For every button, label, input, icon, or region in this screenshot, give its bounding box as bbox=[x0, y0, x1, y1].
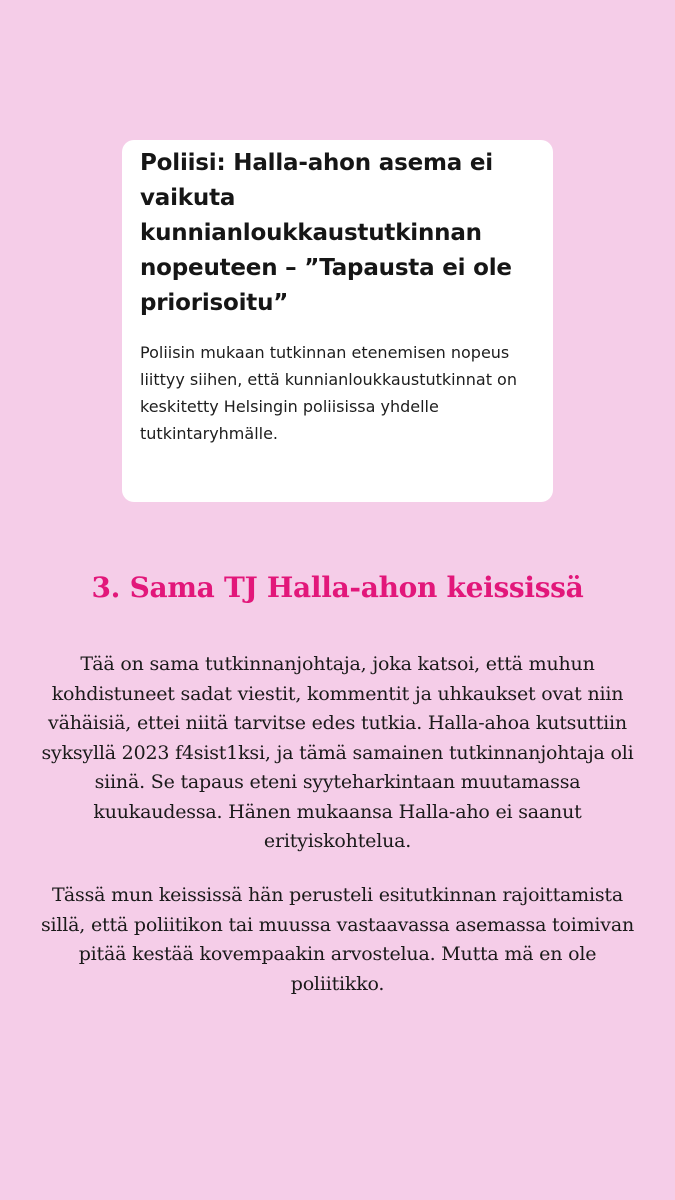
article-lede: Poliisin mukaan tutkinnan etenemisen nopeus liittyy siihen, että kunnianloukkaustutkinnat on keskitetty Helsingin poliisissa yhdelle tutkintaryhmälle. bbox=[140, 343, 517, 443]
section-heading: 3. Sama TJ Halla-ahon keississä bbox=[91, 571, 584, 604]
article-headline: Poliisi: Halla-ahon asema ei vaikuta kunnianloukkaustutkinnan nopeuteen – ”Tapausta ei ole priorisoitu” bbox=[140, 150, 512, 316]
body-paragraph-2: Tässä mun keississä hän perusteli esitutkinnan rajoittamista sillä, että poliitikon tai muussa vastaavassa asemassa toimivan pitää kestää kovempaakin arvostelua. Mutta mä en ole poliitikko. bbox=[41, 884, 634, 995]
body-paragraph-1: Tää on sama tutkinnanjohtaja, joka katsoi, että muhun kohdistuneet sadat viestit, kommentit ja uhkaukset ovat niin vähäisiä, ettei niitä tarvitse edes tutkia. Halla-ahoa kutsuttiin syksyllä 2023 f4sist1ksi, ja tämä samainen tutkinnanjohtaja oli siinä. Se tapaus eteni syyteharkintaan muutamassa kuukaudessa. Hänen mukaansa Halla-aho ei saanut erityiskohtelua. bbox=[41, 653, 634, 852]
article-card[interactable] bbox=[122, 140, 553, 502]
